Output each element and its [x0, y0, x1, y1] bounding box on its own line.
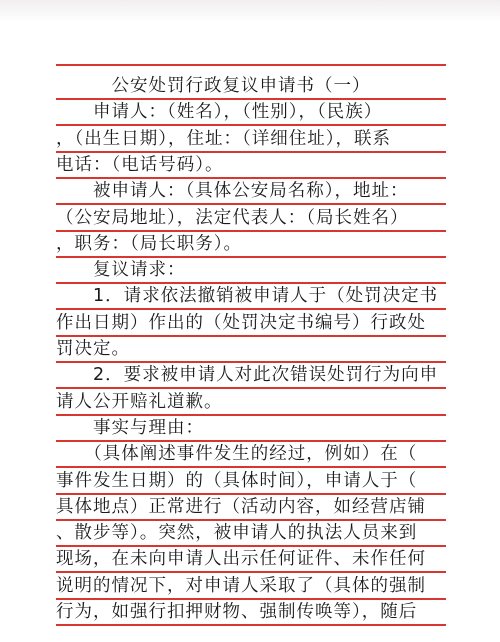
document-line: （具体阐述事件发生的经过，例如）在（ — [56, 444, 418, 465]
document-line: 1．请求依法撤销被申请人于（处罚决定书 — [56, 286, 439, 307]
document-title: 公安处罚行政复议申请书（一） — [56, 76, 371, 96]
document-line: （公安局地址），法定代表人：（局长姓名） — [56, 207, 409, 228]
ruled-line — [56, 624, 446, 626]
document-line: 电话：（电话号码）。 — [56, 154, 224, 175]
document-line: ，职务：（局长职务）。 — [56, 233, 242, 254]
document-line: 具体地点）正常进行（活动内容，如经营店铺 — [56, 496, 426, 517]
document-line: 、散步等）。突然，被申请人的执法人员来到 — [56, 523, 418, 544]
document-line: 事件发生日期）的（具体时间），申请人于（ — [56, 470, 418, 491]
document-line: 事实与理由： — [56, 417, 204, 438]
document-line: 说明的情况下，对申请人采取了（具体的强制 — [56, 575, 426, 596]
document-line: 请人公开赔礼道歉。 — [56, 391, 223, 412]
top-rule — [56, 64, 446, 66]
document-line: 罚决定。 — [56, 339, 130, 359]
document-line: 现场，在未向申请人出示任何证件、未作任何 — [56, 549, 426, 570]
document-line: 复议请求： — [56, 260, 186, 281]
top-shadow — [0, 0, 500, 22]
document-line: 2．要求被申请人对此次错误处罚行为向申 — [56, 365, 439, 386]
document-line: 作出日期）作出的（处罚决定书编号）行政处 — [56, 312, 426, 333]
document-line: 行为，如强行扣押财物、强制传唤等），随后 — [56, 602, 418, 622]
document-paper — [56, 60, 446, 640]
document-line: ，（出生日期），住址：（详细住址），联系 — [56, 128, 391, 149]
document-line: 被申请人：（具体公安局名称），地址： — [56, 181, 409, 202]
document-line: 申请人：（姓名），（性别），（民族） — [56, 102, 383, 123]
